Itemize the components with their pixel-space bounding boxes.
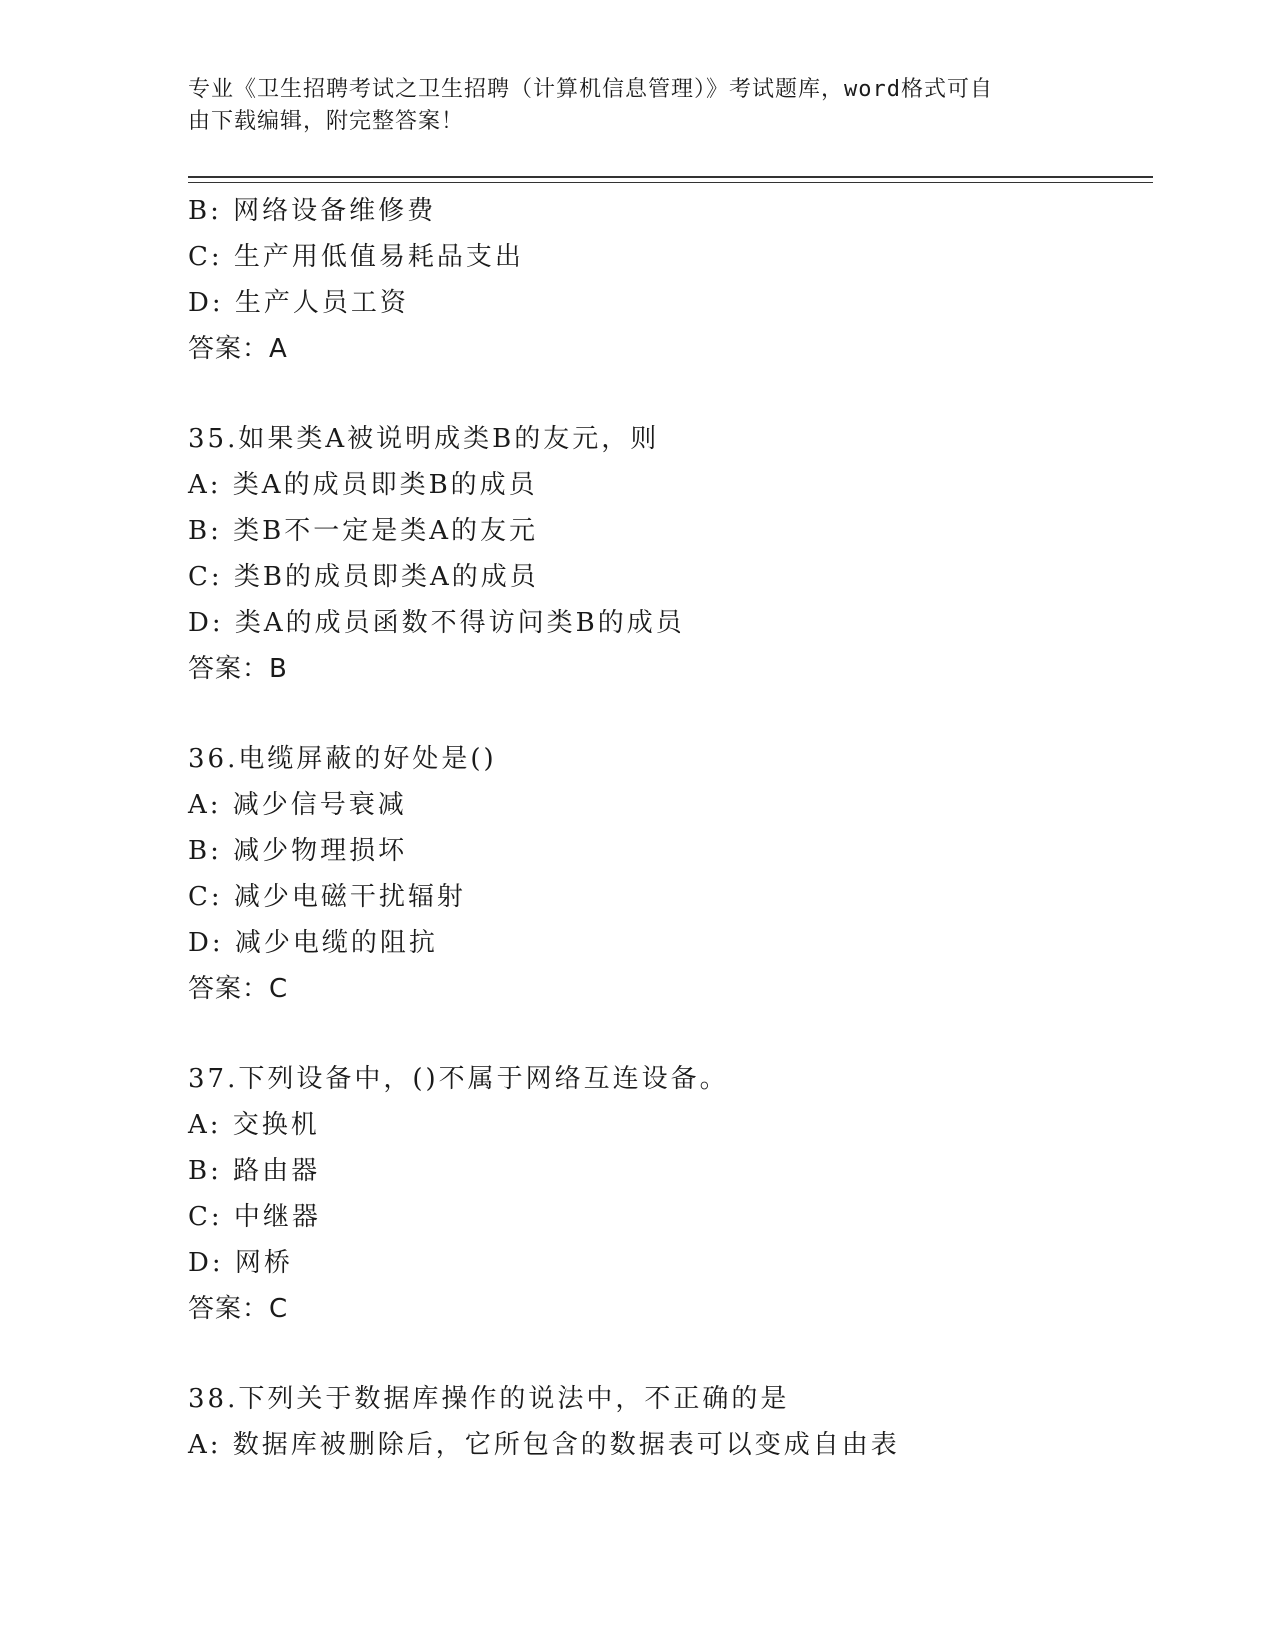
question-title: 38.下列关于数据库操作的说法中，不正确的是 <box>188 1384 790 1414</box>
option-a: A: 类A的成员即类B的成员 <box>188 470 538 500</box>
option-b: B: 路由器 <box>188 1156 321 1186</box>
answer-label: 答案：A <box>188 334 288 364</box>
option-c: C: 类B的成员即类A的成员 <box>188 562 539 592</box>
option-a: A: 数据库被删除后，它所包含的数据表可以变成自由表 <box>188 1430 900 1460</box>
option-b: B: 减少物理损坏 <box>188 836 408 866</box>
document-header <box>188 74 1068 138</box>
option-b: B: 网络设备维修费 <box>188 196 437 226</box>
question-title: 37.下列设备中，()不属于网络互连设备。 <box>188 1064 729 1094</box>
question-block-34 <box>188 188 1148 372</box>
option-a: A: 减少信号衰减 <box>188 790 407 820</box>
question-block-38 <box>188 1376 1148 1468</box>
header-line-1: 专业《卫生招聘考试之卫生招聘（计算机信息管理）》考试题库，word格式可自 <box>188 77 993 102</box>
answer-label: 答案：B <box>188 654 288 684</box>
option-b: B: 类B不一定是类A的友元 <box>188 516 539 546</box>
answer-label: 答案：C <box>188 1294 289 1324</box>
option-c: C: 减少电磁干扰辐射 <box>188 882 466 912</box>
option-c: C: 生产用低值易耗品支出 <box>188 242 524 272</box>
header-line-2: 由下载编辑，附完整答案！ <box>188 109 465 134</box>
question-block-36 <box>188 736 1148 1012</box>
option-a: A: 交换机 <box>188 1110 320 1140</box>
option-d: D: 类A的成员函数不得访问类B的成员 <box>188 608 685 638</box>
question-block-35 <box>188 416 1148 692</box>
option-c: C: 中继器 <box>188 1202 321 1232</box>
header-divider-thick <box>188 176 1153 178</box>
question-block-37 <box>188 1056 1148 1332</box>
option-d: D: 网桥 <box>188 1248 293 1278</box>
option-d: D: 生产人员工资 <box>188 288 409 318</box>
question-title: 36.电缆屏蔽的好处是() <box>188 744 497 774</box>
answer-label: 答案：C <box>188 974 289 1004</box>
question-list <box>188 188 1148 1468</box>
header-divider-thin <box>188 182 1153 183</box>
question-title: 35.如果类A被说明成类B的友元，则 <box>188 424 660 454</box>
option-d: D: 减少电缆的阻抗 <box>188 928 438 958</box>
